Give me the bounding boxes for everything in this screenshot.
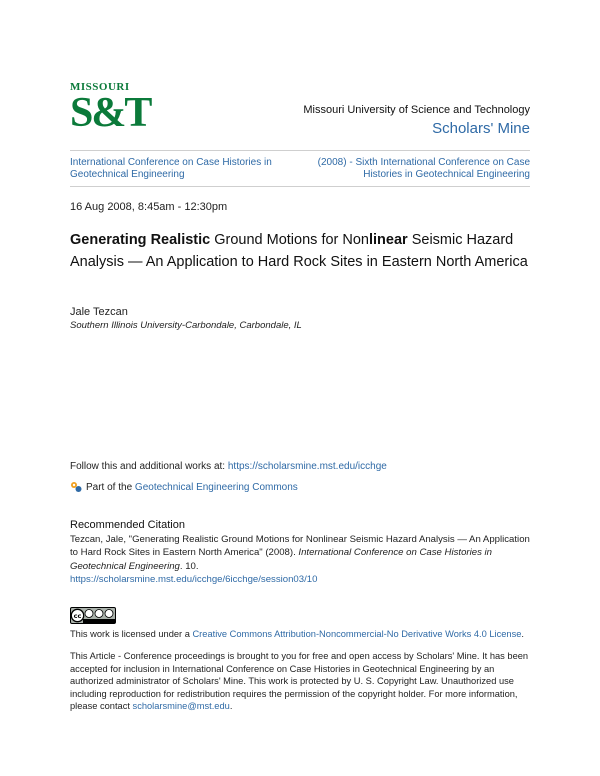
title-part-4: Seismic Hazard Analysis — An Application to Hard Rock Sites in Eastern North America xyxy=(70,232,528,270)
title-part-2: Ground Motions for Non xyxy=(210,232,369,248)
series-link-right[interactable]: (2008) - Sixth International Conference on Case Histories in Geotechnical Engineering xyxy=(317,157,530,180)
commons-link[interactable]: Geotechnical Engineering Commons xyxy=(134,481,298,493)
access-notice xyxy=(70,650,532,713)
author-name: Jale Tezcan xyxy=(70,306,128,318)
svg-text:cc: cc xyxy=(73,612,82,620)
header-divider xyxy=(70,150,530,151)
citation-body xyxy=(70,533,532,587)
missouri-st-logo xyxy=(70,81,151,138)
citation-heading: Recommended Citation xyxy=(70,519,185,531)
follow-url-link[interactable]: https://scholarsmine.mst.edu/icchge xyxy=(227,461,387,472)
series-link-left[interactable]: International Conference on Case Histories in Geotechnical Engineering xyxy=(70,157,272,180)
citation-suffix: . 10. xyxy=(179,560,199,572)
network-icon xyxy=(70,481,82,493)
citation-url-link[interactable]: https://scholarsmine.mst.edu/icchge/6icchge/session03/10 xyxy=(70,574,318,586)
notice-text: This Article - Conference proceedings is brought to you for free and open access by Scholars' Mine. It has been accepted for inclusion in International Conference on Case Histories in Geotechnical Engineering by an authorized administrator of Scholars' Mine. This work is protected by U. S. Copyright Law. Unauthorized use including reproduction for redistribution requires the permission of the copyright holder. For more information, please contact xyxy=(70,651,529,712)
institution-name: Missouri University of Science and Technology xyxy=(303,104,530,116)
contact-email-link[interactable]: scholarsmine@mst.edu xyxy=(132,701,230,712)
part-of-prefix: Part of the xyxy=(86,481,133,493)
notice-end: . xyxy=(229,701,233,712)
paper-title xyxy=(70,229,530,273)
part-of-line xyxy=(70,481,298,493)
citation-journal: International Conference on Case Histories in Geotechnical Engineering xyxy=(70,547,493,572)
license-text: This work is licensed under a xyxy=(70,629,193,639)
license-link[interactable]: Creative Commons Attribution-Noncommercial-No Derivative Works 4.0 License xyxy=(192,629,522,639)
license-line xyxy=(70,629,524,639)
event-date: 16 Aug 2008, 8:45am - 12:30pm xyxy=(70,201,228,213)
license-end: . xyxy=(521,629,525,639)
cc-by-nc-nd-icon[interactable] xyxy=(70,607,116,624)
follow-text: Follow this and additional works at: xyxy=(70,461,228,472)
follow-line xyxy=(70,461,387,472)
scholars-mine-link[interactable]: Scholars' Mine xyxy=(432,120,530,137)
author-affiliation: Southern Illinois University-Carbondale, Carbondale, IL xyxy=(70,320,302,331)
logo-mark: S&T xyxy=(70,90,151,136)
title-part-3: linear xyxy=(369,232,408,248)
citation-text: Tezcan, Jale, "Generating Realistic Ground Motions for Nonlinear Seismic Hazard Analysis — An Application to Hard Rock Sites in Eastern North America" (2008). xyxy=(70,534,530,559)
series-divider xyxy=(70,186,530,187)
logo-wordmark: MISSOURI xyxy=(70,81,130,93)
title-part-1: Generating Realistic xyxy=(70,232,211,248)
